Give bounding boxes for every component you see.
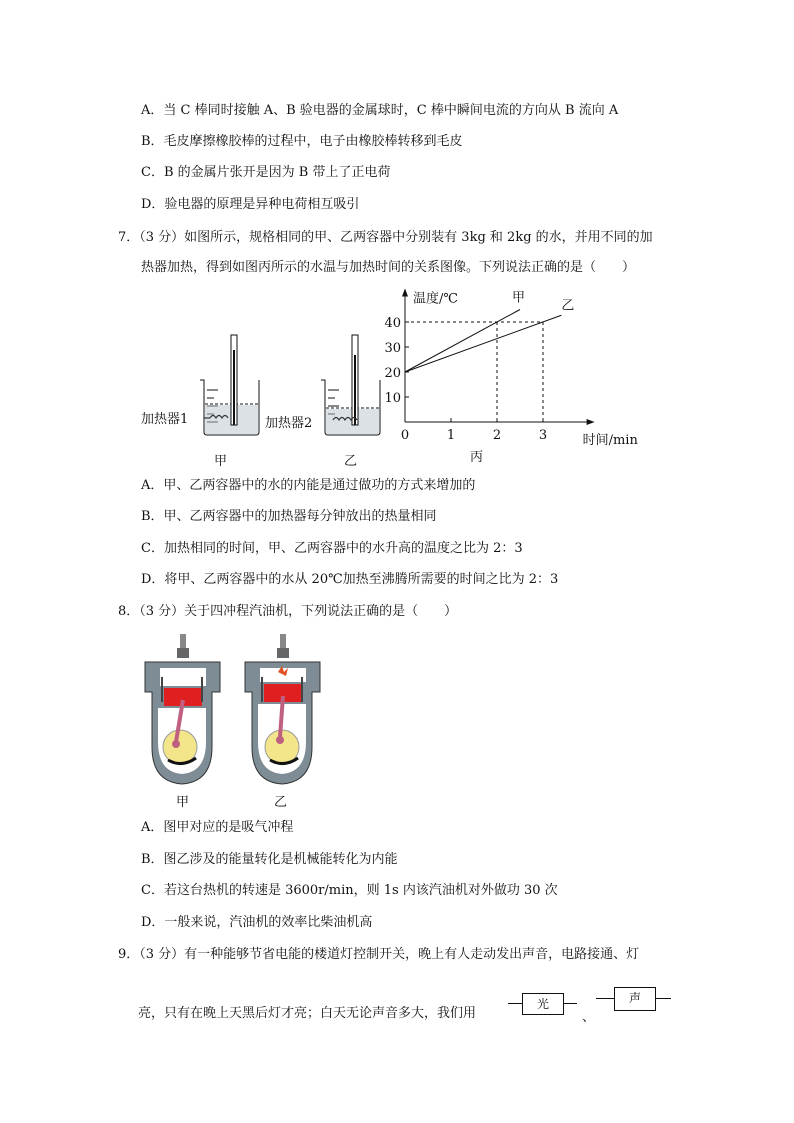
q6-option-c: C．B 的金属片张开是因为 B 带上了正电荷 xyxy=(141,165,391,180)
q6-option-d: D．验电器的原理是异种电荷相互吸引 xyxy=(141,197,360,212)
q9-separator: 、 xyxy=(582,1010,596,1025)
x-axis-label: 时间/min xyxy=(582,433,638,448)
x-tick-label: 1 xyxy=(446,428,456,443)
q8-option-b: B．图乙涉及的能量转化是机械能转化为内能 xyxy=(141,852,398,867)
beaker-2-caption: 乙 xyxy=(344,454,358,469)
y-tick-label: 10 xyxy=(384,391,401,406)
beaker-drawing xyxy=(138,330,388,470)
y-tick-label: 30 xyxy=(384,341,401,356)
wire xyxy=(596,998,614,999)
engine-1-caption: 甲 xyxy=(176,795,190,810)
chart-svg xyxy=(380,285,638,465)
y-axis-arrow xyxy=(402,289,408,297)
series-line-2 xyxy=(405,315,561,372)
engine-drawing xyxy=(140,632,340,792)
q8-stem: 8．（3 分）关于四冲程汽油机，下列说法正确的是（ ） xyxy=(118,604,458,619)
sound-switch-box: 声 xyxy=(614,987,656,1011)
q7-option-a: A．甲、乙两容器中的水的内能是通过做功的方式来增加的 xyxy=(141,478,476,493)
heater-1-label: 加热器1 xyxy=(141,412,189,427)
x-tick-label: 3 xyxy=(538,428,548,443)
wire xyxy=(508,1003,522,1004)
y-axis-label: 温度/℃ xyxy=(413,291,458,307)
y-tick-label: 40 xyxy=(384,316,401,331)
temperature-time-chart xyxy=(380,285,638,465)
q8-option-c: C．若这台热机的转速是 3600r/min，则 1s 内该汽油机对外做功 30 次 xyxy=(141,883,558,898)
series-label-2: 乙 xyxy=(561,298,575,314)
q7-stem-line1: 7．（3 分）如图所示，规格相同的甲、乙两容器中分别装有 3kg 和 2kg 的水，并用不同的加 xyxy=(118,230,653,245)
q9-stem-line1: 9．（3 分）有一种能够节省电能的楼道灯控制开关，晚上有人走动发出声音，电路接通、灯 xyxy=(118,947,640,962)
engine-figure xyxy=(140,632,340,792)
series-label-1: 甲 xyxy=(512,290,526,306)
series-line-1 xyxy=(405,310,520,373)
q7-stem-line2: 热器加热，得到如图丙所示的水温与加热时间的关系图像。下列说法正确的是（ ） xyxy=(141,260,636,275)
q8-option-a: A．图甲对应的是吸气冲程 xyxy=(141,820,294,835)
q7-option-d: D．将甲、乙两容器中的水从 20℃加热至沸腾所需要的时间之比为 2：3 xyxy=(141,572,559,587)
beaker-1-caption: 甲 xyxy=(214,454,228,469)
q6-option-a: A．当 C 棒同时接触 A、B 验电器的金属球时，C 棒中瞬间电流的方向从 B 流向 A xyxy=(141,103,619,118)
chart-caption: 丙 xyxy=(470,450,484,465)
x-axis-arrow xyxy=(587,419,595,425)
heater-2-label: 加热器2 xyxy=(265,416,313,431)
x-tick-label: 0 xyxy=(400,428,410,443)
engine-2-caption: 乙 xyxy=(274,795,288,810)
y-tick-label: 20 xyxy=(384,366,401,381)
q7-option-b: B．甲、乙两容器中的加热器每分钟放出的热量相同 xyxy=(141,509,437,524)
engine-2 xyxy=(245,634,320,784)
light-switch-box: 光 xyxy=(522,993,564,1015)
q9-stem-line2: 亮，只有在晚上天黑后灯才亮；白天无论声音多大，我们用 xyxy=(138,1006,477,1021)
q7-option-c: C．加热相同的时间，甲、乙两容器中的水升高的温度之比为 2：3 xyxy=(141,541,523,556)
wire xyxy=(655,998,671,999)
wire xyxy=(563,1003,577,1004)
q8-option-d: D．一般来说，汽油机的效率比柴油机高 xyxy=(141,915,373,930)
x-tick-label: 2 xyxy=(492,428,502,443)
engine-1 xyxy=(145,634,220,784)
q7-beaker-figure xyxy=(138,330,388,470)
q6-option-b: B．毛皮摩擦橡胶棒的过程中，电子由橡胶棒转移到毛皮 xyxy=(141,134,463,149)
